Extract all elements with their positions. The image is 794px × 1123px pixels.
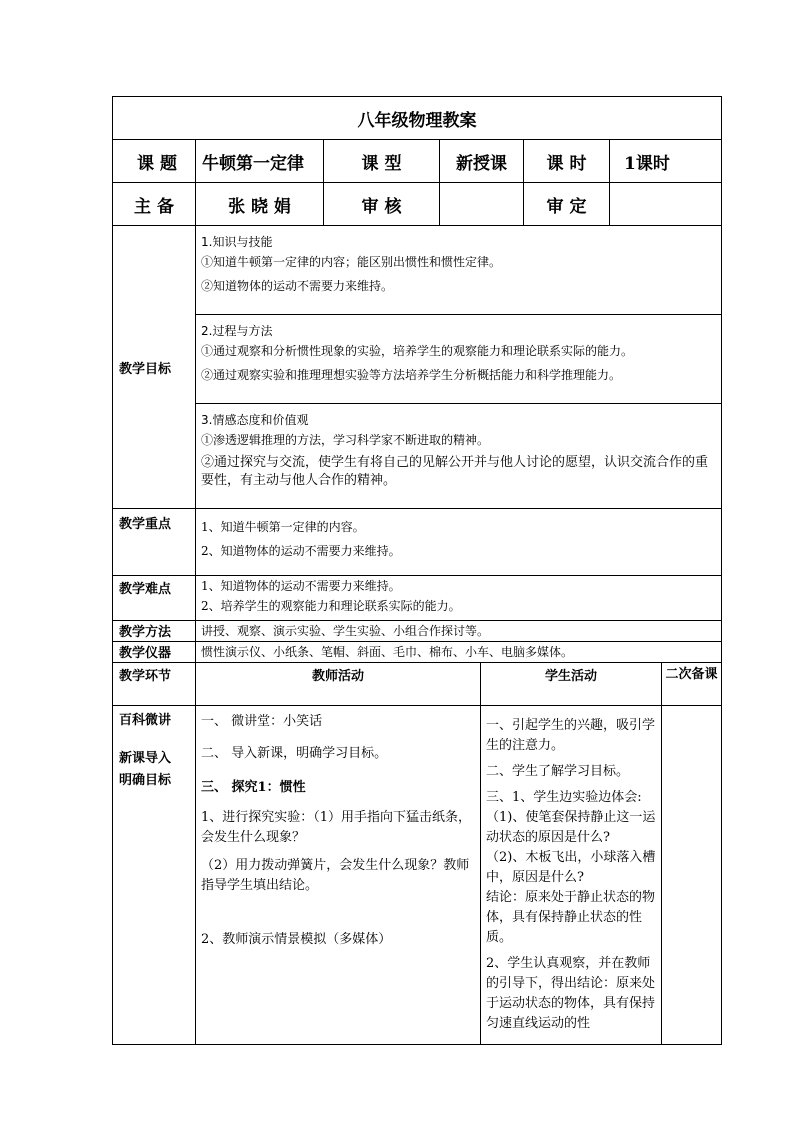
objective-item: ①通过观察和分析惯性现象的实验，培养学生的观察能力和理论联系实际的能力。 [201, 344, 634, 358]
objective-item: ②通过探究与交流，使学生有将自己的见解公开并与他人讨论的愿望，认识交流合作的重要性，有主动与他人合作的精神。 [201, 455, 709, 488]
teacher-header: 教师活动 [196, 663, 481, 706]
student-activity [481, 706, 662, 1045]
review-value [440, 183, 524, 226]
topic-value: 牛顿第一定律 [196, 140, 324, 183]
document-title: 八年级物理教案 [113, 97, 722, 140]
author-value: 张 晓 娟 [196, 183, 324, 226]
instruments-label: 教学仪器 [113, 642, 196, 663]
student-step: 结论：原来处于静止状态的物体，具有保持静止状态的性质。 [486, 890, 656, 945]
objective-item: ②知道物体的运动不需要力来维持。 [201, 279, 394, 293]
objectives-content [196, 226, 722, 509]
objective-item: ②通过观察实验和推理理想实验等方法培养学生分析概括能力和科学推理能力。 [201, 368, 622, 382]
student-step: 三、1、学生边实验边体会:（1)、使笔套保持静止这一运动状态的原因是什么? [486, 790, 656, 845]
second-prep-header: 二次备课 [662, 663, 722, 706]
instruments-value: 惯性演示仪、小纸条、笔帽、斜面、毛巾、棉布、小车、电脑多媒体。 [196, 642, 722, 663]
approve-label: 审 定 [524, 183, 610, 226]
teacher-step: 1、进行探究实验：（1）用手指向下猛击纸条，会发生什么现象？ [201, 810, 472, 845]
author-label: 主 备 [113, 183, 196, 226]
stage-line: 新课导入明确目标 [119, 751, 172, 788]
teacher-step: （2）用力拨动弹簧片，会发生什么现象？教师指导学生填出结论。 [201, 858, 470, 893]
second-prep-cell [662, 706, 722, 1045]
lesson-plan-table [112, 96, 722, 663]
objective-heading: 3.情感态度和价值观 [201, 413, 309, 427]
teacher-step: 一、 微讲堂：小笑话 [201, 714, 323, 729]
key-points-content [196, 509, 722, 576]
approve-value [610, 183, 722, 226]
stage-line: 百科微讲 [119, 713, 172, 728]
student-step: （2)、木板飞出，小球落入槽中，原因是什么? [486, 850, 656, 885]
type-value: 新授课 [440, 140, 524, 183]
teacher-activity [196, 706, 481, 1045]
teacher-step: 2、教师演示情景模拟（多媒体） [201, 932, 392, 947]
objective-heading: 1.知识与技能 [201, 235, 273, 249]
review-label: 审 核 [324, 183, 440, 226]
teacher-step: 三、 探究1：惯性 [201, 780, 306, 795]
methods-label: 教学方法 [113, 621, 196, 642]
stage-header: 教学环节 [113, 663, 196, 706]
difficulties-content [196, 576, 722, 621]
methods-value: 讲授、观察、演示实验、学生实验、小组合作探讨等。 [196, 621, 722, 642]
hours-label: 课 时 [524, 140, 610, 183]
difficulties-label: 教学难点 [113, 576, 196, 621]
key-points-label: 教学重点 [113, 509, 196, 576]
teacher-step: 二、 导入新课，明确学习目标。 [201, 746, 388, 761]
objective-item: ①知道牛顿第一定律的内容；能区别出惯性和惯性定律。 [201, 255, 502, 269]
topic-label: 课 题 [113, 140, 196, 183]
process-table [112, 662, 722, 1045]
objective-section-process [196, 314, 721, 403]
type-label: 课 型 [324, 140, 440, 183]
objective-item: ①渗透逻辑推理的方法，学习科学家不断进取的精神。 [201, 433, 490, 447]
student-step: 一、引起学生的兴趣，吸引学生的注意力。 [486, 718, 656, 753]
student-step: 2、学生认真观察，并在教师的引导下，得出结论：原来处于运动状态的物体，具有保持匀速直线运动的性 [486, 956, 656, 1031]
stage-column [113, 706, 196, 1045]
student-step: 二、学生了解学习目标。 [486, 764, 630, 779]
objective-heading: 2.过程与方法 [201, 324, 273, 338]
key-point-item: 2、知道物体的运动不需要力来维持。 [201, 544, 401, 558]
student-header: 学生活动 [481, 663, 662, 706]
key-point-item: 1、知道牛顿第一定律的内容。 [201, 520, 365, 534]
hours-value: 1课时 [610, 140, 722, 183]
objectives-label: 教学目标 [113, 226, 196, 509]
objective-section-knowledge [196, 226, 721, 314]
difficulty-item: 2、培养学生的观察能力和理论联系实际的能力。 [201, 599, 461, 613]
objective-section-attitude [196, 403, 721, 506]
lesson-plan-page [112, 96, 721, 1031]
difficulty-item: 1、知道物体的运动不需要力来维持。 [201, 579, 401, 593]
